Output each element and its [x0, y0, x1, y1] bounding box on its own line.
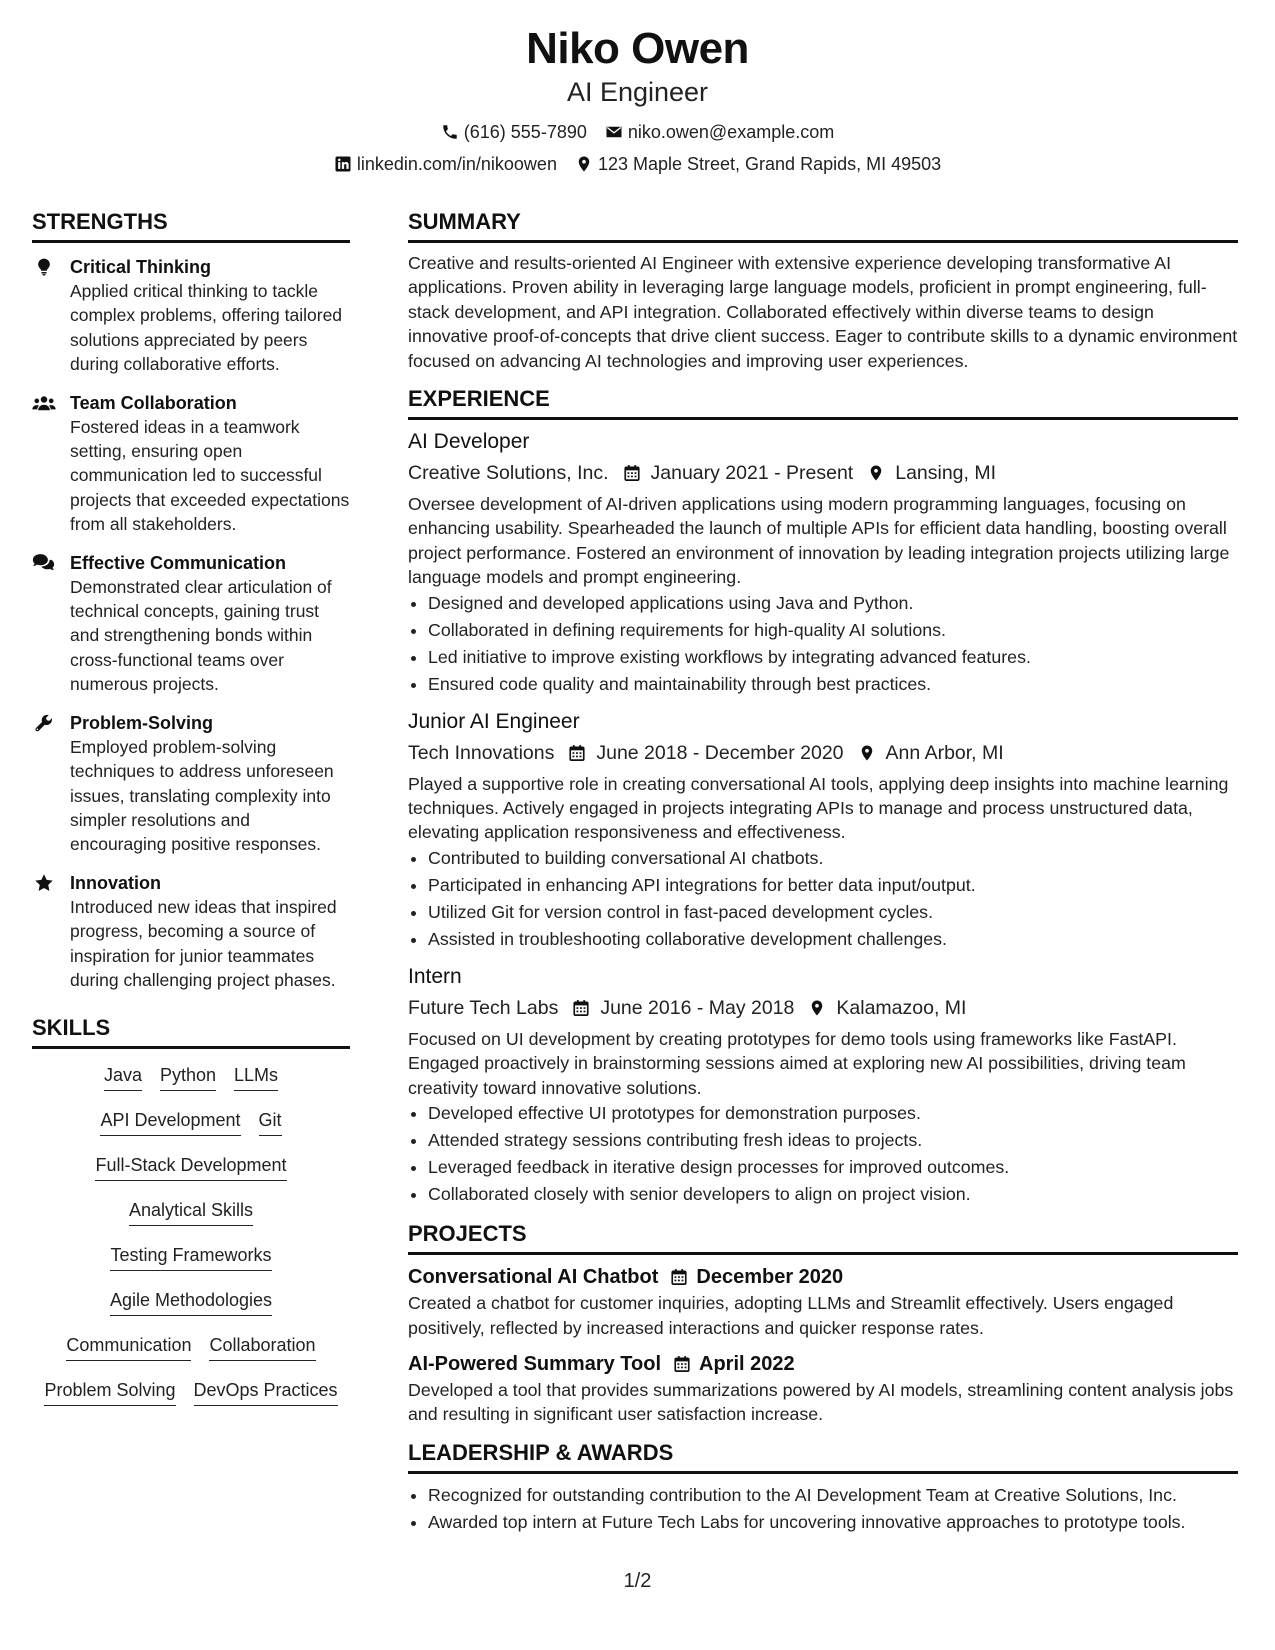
- list-item: • Attended strategy sessions contributing fresh ideas to projects.: [428, 1127, 1238, 1154]
- project-entry: [408, 1350, 1238, 1427]
- wrench-icon: [34, 713, 54, 733]
- skills-row: [32, 1243, 350, 1288]
- skills-row: [32, 1198, 350, 1243]
- linkedin-icon: [334, 155, 352, 173]
- job-company: Tech Innovations: [408, 741, 555, 764]
- skills-row: [32, 1153, 350, 1198]
- strength-title: Team Collaboration: [70, 392, 237, 413]
- project-header: [408, 1263, 1238, 1291]
- skill-tag: Java: [104, 1063, 142, 1091]
- skill-tag: LLMs: [234, 1063, 278, 1091]
- strength-desc: Applied critical thinking to tackle complex problems, offering tailored solutions appreciated by peers during collaborative efforts.: [70, 281, 343, 375]
- job-description: Focused on UI development by creating prototypes for demo tools using frameworks like FastAPI. Engaged proactively in brainstorming sessions aimed at exploring new AI possibilities, driving team creativity toward innovative solutions.: [408, 1028, 1186, 1098]
- contact-email[interactable]: [605, 120, 834, 144]
- skills-heading: SKILLS: [32, 1014, 350, 1049]
- experience-heading: EXPERIENCE: [408, 385, 1238, 420]
- project-header: [408, 1350, 1238, 1378]
- strength-title: Critical Thinking: [70, 257, 212, 277]
- lightbulb-icon: [34, 257, 54, 277]
- job-dates: January 2021 - Present: [650, 462, 854, 485]
- calendar-icon: [673, 1355, 691, 1373]
- experience-section: [408, 385, 1238, 1208]
- list-item: • Contributed to building conversational AI chatbots.: [428, 845, 1238, 872]
- job-company: Future Tech Labs: [408, 996, 559, 1019]
- skill-tag: Python: [160, 1063, 216, 1091]
- summary-section: [408, 208, 1238, 373]
- list-item: • Designed and developed applications using Java and Python.: [428, 590, 1238, 617]
- job-location: Ann Arbor, MI: [885, 741, 1004, 764]
- map-marker-icon: [575, 155, 593, 173]
- skill-tag: Testing Frameworks: [110, 1243, 271, 1271]
- right-column: [408, 208, 1238, 1548]
- skills-section: [32, 1014, 350, 1423]
- strength-item: [32, 871, 350, 993]
- job-entry: [408, 708, 1238, 953]
- project-date: December 2020: [696, 1266, 844, 1289]
- phone-icon: [441, 123, 459, 141]
- skill-tag: Git: [259, 1108, 282, 1136]
- list-item: • Assisted in troubleshooting collaborative development challenges.: [428, 926, 1238, 953]
- job-title: Junior AI Engineer: [408, 709, 580, 733]
- candidate-name: Niko Owen: [526, 24, 749, 73]
- project-description: Created a chatbot for customer inquiries, adopting LLMs and Streamlit effectively. Users engaged positively, reflected by increased interactions and quicker response rates.: [408, 1293, 1174, 1338]
- contact-row-2: [0, 152, 1275, 176]
- summary-text: Creative and results-oriented AI Engineer with extensive experience developing transformative AI applications. Proven ability in leveraging large language models, proficient in prompt engineering, full-stack development, and API integration. Collaborated effectively within diverse teams to design innovative proof-of-concepts that drive client success. Eager to contribute skills to a dynamic environment focused on advancing AI technologies and improving user experiences.: [408, 253, 1238, 371]
- project-entry: [408, 1263, 1238, 1340]
- skills-row: [32, 1333, 350, 1378]
- job-meta: [408, 738, 1238, 768]
- awards-heading: LEADERSHIP & AWARDS: [408, 1439, 1238, 1474]
- skills-list: [32, 1063, 350, 1423]
- page-number: 1/2: [623, 1570, 652, 1592]
- list-item: • Participated in enhancing API integrations for better data input/output.: [428, 872, 1238, 899]
- strength-desc: Introduced new ideas that inspired progress, becoming a source of inspiration for junior teammates during challenging project phases.: [70, 896, 337, 990]
- contact-phone: [441, 120, 587, 144]
- project-title: Conversational AI Chatbot: [408, 1266, 659, 1289]
- job-bullets: [408, 590, 1238, 698]
- strength-desc: Employed problem-solving techniques to address unforeseen issues, translating complexity into simpler resolutions and encouraging positive responses.: [70, 736, 334, 855]
- list-item: • Recognized for outstanding contribution to the AI Development Team at Creative Solutions, Inc.: [428, 1482, 1238, 1509]
- job-title: AI Developer: [408, 430, 530, 454]
- skills-row: [32, 1378, 350, 1423]
- strength-desc: Fostered ideas in a teamwork setting, ensuring open communication led to successful projects that exceeded expectations from all stakeholders.: [70, 416, 350, 535]
- strength-item: [32, 711, 350, 857]
- calendar-icon: [623, 464, 641, 482]
- linkedin-text[interactable]: linkedin.com/in/nikoowen: [356, 154, 557, 174]
- list-item: • Awarded top intern at Future Tech Labs for uncovering innovative approaches to prototype tools.: [428, 1509, 1238, 1536]
- strength-title: Effective Communication: [70, 552, 287, 573]
- project-title: AI-Powered Summary Tool: [408, 1352, 662, 1375]
- job-description: Played a supportive role in creating conversational AI tools, applying deep insights into machine learning techniques. Actively engaged in projects integrating APIs to manage and process unstructured data, elevating application responsiveness and effectiveness.: [408, 773, 1229, 843]
- strength-title: Problem-Solving: [70, 712, 214, 733]
- star-icon: [34, 873, 54, 893]
- skill-tag: API Development: [100, 1108, 240, 1136]
- left-column: [32, 208, 350, 1423]
- strengths-section: [32, 208, 350, 992]
- calendar-icon: [568, 744, 586, 762]
- list-item: • Utilized Git for version control in fast-paced development cycles.: [428, 899, 1238, 926]
- project-date: April 2022: [699, 1352, 795, 1375]
- contact-row-1: [0, 120, 1275, 144]
- candidate-title: AI Engineer: [566, 77, 709, 107]
- list-item: • Led initiative to improve existing workflows by integrating advanced features.: [428, 644, 1238, 671]
- list-item: • Collaborated in defining requirements for high-quality AI solutions.: [428, 617, 1238, 644]
- comments-icon: [32, 553, 55, 573]
- skills-row: [32, 1288, 350, 1333]
- projects-section: [408, 1220, 1238, 1427]
- job-title: Intern: [408, 964, 462, 988]
- calendar-icon: [670, 1268, 688, 1286]
- map-marker-icon: [808, 998, 826, 1018]
- skills-row: [32, 1063, 350, 1108]
- contact-address: [575, 152, 941, 176]
- awards-section: [408, 1439, 1238, 1536]
- list-item: • Ensured code quality and maintainability through best practices.: [428, 671, 1238, 698]
- resume-header: [0, 22, 1275, 176]
- skill-tag: Agile Methodologies: [110, 1288, 272, 1316]
- strengths-heading: STRENGTHS: [32, 208, 350, 243]
- strength-title: Innovation: [70, 872, 161, 893]
- job-meta: [408, 993, 1238, 1023]
- contact-linkedin[interactable]: [334, 152, 557, 176]
- job-location: Kalamazoo, MI: [836, 996, 967, 1019]
- job-meta: [408, 458, 1238, 488]
- job-dates: June 2018 - December 2020: [596, 741, 844, 764]
- summary-heading: SUMMARY: [408, 208, 1238, 243]
- phone-text: (616) 555-7890: [463, 122, 587, 142]
- skill-tag: Problem Solving: [44, 1378, 175, 1406]
- list-item: • Developed effective UI prototypes for demonstration purposes.: [428, 1100, 1238, 1127]
- awards-bullets: [408, 1482, 1238, 1536]
- job-bullets: [408, 1100, 1238, 1208]
- map-marker-icon: [858, 743, 876, 763]
- skills-row: [32, 1108, 350, 1153]
- skill-tag: DevOps Practices: [194, 1378, 338, 1406]
- job-entry: [408, 963, 1238, 1208]
- projects-heading: PROJECTS: [408, 1220, 1238, 1255]
- job-bullets: [408, 845, 1238, 953]
- project-description: Developed a tool that provides summarizations powered by AI models, streamlining content analysis jobs and resulting in significant user satisfaction increase.: [408, 1379, 1234, 1425]
- skill-tag: Analytical Skills: [129, 1198, 253, 1226]
- skill-tag: Collaboration: [209, 1333, 315, 1361]
- strength-item: [32, 391, 350, 537]
- users-icon: [32, 395, 56, 413]
- job-description: Oversee development of AI-driven applications using modern programming languages, focusing on enhancing usability. Spearheaded the launch of multiple APIs for efficient data handling, boosting overall project performance. Fostered an environment of innovation by leading integration projects utilizing large language models and prompt engineering.: [408, 494, 1230, 588]
- email-text[interactable]: niko.owen@example.com: [627, 122, 835, 142]
- list-item: • Collaborated closely with senior developers to align on project vision.: [428, 1181, 1238, 1208]
- strength-item: [32, 551, 350, 697]
- job-location: Lansing, MI: [895, 462, 997, 485]
- skill-tag: Communication: [66, 1333, 191, 1361]
- envelope-icon: [605, 123, 623, 141]
- list-item: • Leveraged feedback in iterative design processes for improved outcomes.: [428, 1154, 1238, 1181]
- skill-tag: Full-Stack Development: [95, 1153, 286, 1181]
- address-text: 123 Maple Street, Grand Rapids, MI 49503: [597, 154, 942, 174]
- strengths-list: [32, 255, 350, 992]
- map-marker-icon: [867, 463, 885, 483]
- strength-item: [32, 255, 350, 377]
- job-dates: June 2016 - May 2018: [600, 996, 795, 1019]
- strength-desc: Demonstrated clear articulation of technical concepts, gaining trust and strengthening bonds within cross-functional teams over numerous projects.: [70, 576, 332, 695]
- job-entry: [408, 428, 1238, 698]
- calendar-icon: [572, 999, 590, 1017]
- job-company: Creative Solutions, Inc.: [408, 462, 609, 485]
